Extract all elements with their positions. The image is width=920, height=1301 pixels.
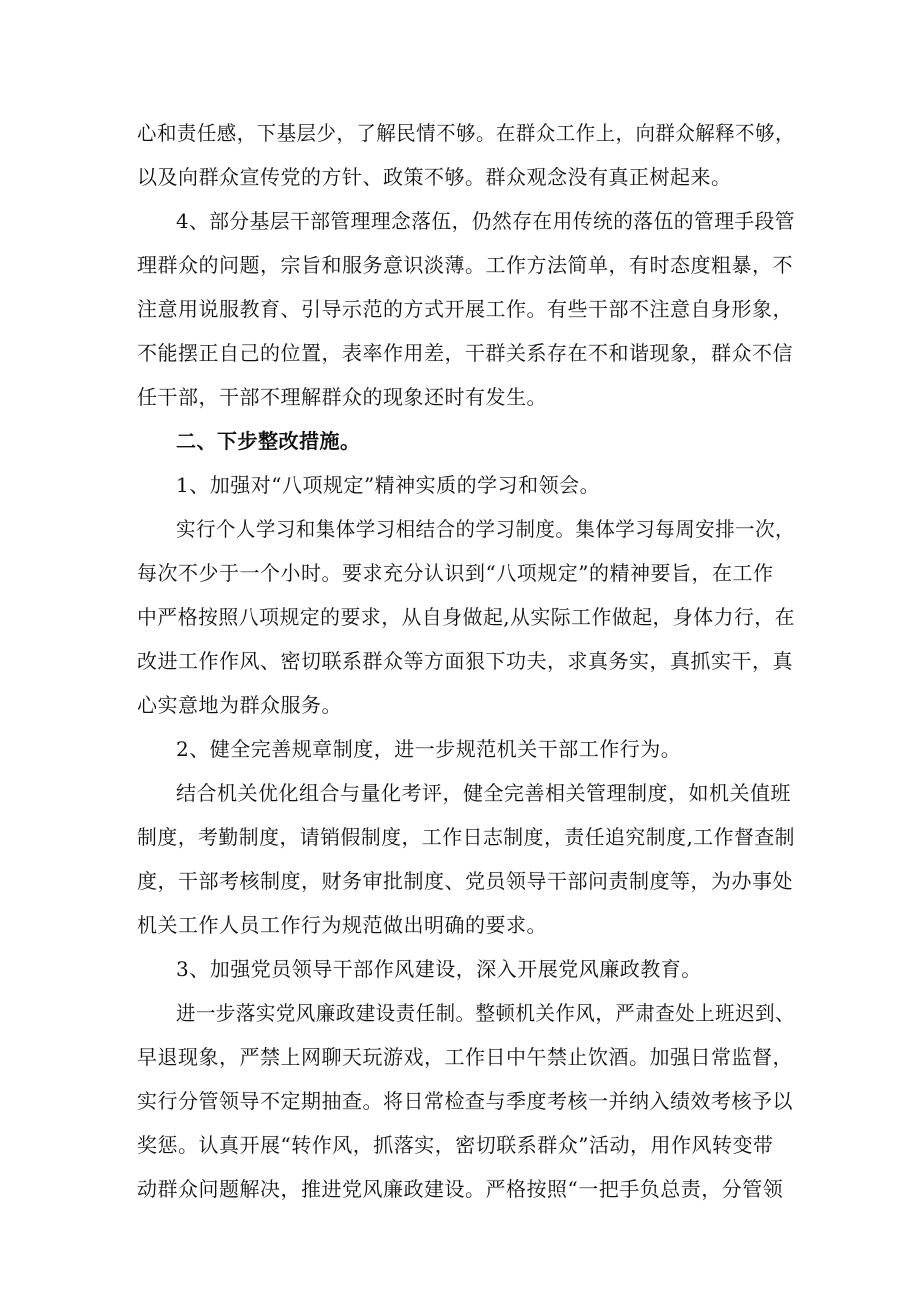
line-text: 中严格按照八项规定的要求，从自身做起,从实际工作做起，身体力行，在 xyxy=(137,605,795,629)
line-text: 2、健全完善规章制度，进一步规范机关干部工作行为。 xyxy=(176,737,682,761)
line-text: 注意用说服教育、引导示范的方式开展工作。有些干部不注意自身形象， xyxy=(137,297,793,321)
line-text: 进一步落实党风廉政建设责任制。整顿机关作风，严肃查处上班迟到、 xyxy=(176,1001,795,1025)
line-text: 任干部，干部不理解群众的现象还时有发生。 xyxy=(137,385,547,409)
line-text: 制度，考勤制度，请销假制度，工作日志制度，责任追究制度,工作督查制 xyxy=(137,825,795,849)
line-text: 不能摆正自己的位置，表率作用差，干群关系存在不和谐现象，群众不信 xyxy=(137,341,793,365)
line-text: 3、加强党员领导干部作风建设，深入开展党风廉政教育。 xyxy=(176,957,702,981)
line-text: 理群众的问题，宗旨和服务意识淡薄。工作方法简单，有时态度粗暴，不 xyxy=(137,253,793,277)
line-text: 机关工作人员工作行为规范做出明确的要求。 xyxy=(137,913,547,937)
line-text: 4、部分基层干部管理理念落伍，仍然存在用传统的落伍的管理手段管 xyxy=(176,209,795,233)
line-text: 心和责任感，下基层少，了解民情不够。在群众工作上，向群众解释不够， xyxy=(137,121,795,145)
line-text: 动群众问题解决，推进党风廉政建设。严格按照“一把手负总责，分管领 xyxy=(137,1177,784,1201)
heading-text: 二、下步整改措施。 xyxy=(176,429,361,453)
line-text: 度，干部考核制度，财务审批制度、党员领导干部问责制度等，为办事处 xyxy=(137,869,793,893)
line-text: 每次不少于一个小时。要求充分认识到“八项规定”的精神要旨，在工作 xyxy=(137,561,774,585)
line-text: 心实意地为群众服务。 xyxy=(137,693,342,717)
line-text: 实行分管领导不定期抽查。将日常检查与季度考核一并纳入绩效考核予以 xyxy=(137,1089,793,1113)
line-text: 实行个人学习和集体学习相结合的学习制度。集体学习每周安排一次， xyxy=(176,517,795,541)
line-text: 1、加强对“八项规定”精神实质的学习和领会。 xyxy=(176,473,601,497)
line-text: 结合机关优化组合与量化考评，健全完善相关管理制度，如机关值班 xyxy=(176,781,791,805)
line-text: 以及向群众宣传党的方针、政策不够。群众观念没有真正树起来。 xyxy=(137,165,732,189)
line-text: 改进工作作风、密切联系群众等方面狠下功夫，求真务实，真抓实干，真 xyxy=(137,649,793,673)
line-text: 早退现象，严禁上网聊天玩游戏，工作日中午禁止饮酒。加强日常监督， xyxy=(137,1045,793,1069)
line-text: 奖惩。认真开展“转作风，抓落实，密切联系群众”活动，用作风转变带 xyxy=(137,1133,774,1157)
